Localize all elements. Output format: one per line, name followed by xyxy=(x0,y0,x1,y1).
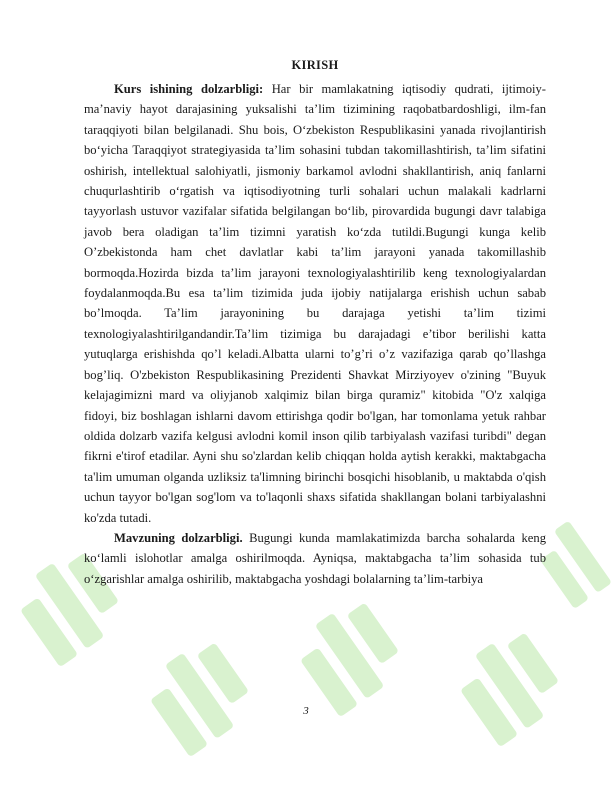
paragraph-lead: Mavzuning dolzarbligi. xyxy=(114,530,243,545)
paragraph-relevance-of-topic xyxy=(84,528,546,589)
paragraph-body: Har bir mamlakatning iqtisodiy qudrati, ijtimoiy-ma’naviy hayot darajasining yuksalishi ta’lim tizimining raqobatbardoshligi, ilm-fan taraqqiyoti bilan belgilanadi. Shu bois, O‘zbekiston Respublikasini yanada rivojlantirish bo‘yicha Taraqqiyot strategiyasida ta’lim sohasini tubdan takomillashtirish, ta’lim sifatini oshirish, intellektual salohiyatli, jismoniy barkamol avlodni shakllantirish, aniq fanlarni chuqurlashtirib o‘rgatish va iqtisodiyotning turli sohalari uchun malakali kadrlarni tayyorlash ustuvor vazifalar sifatida belgilangan bo‘lib, pirovardida bugungi davr talabiga javob bera oladigan ta’lim tizimni yaratish ko‘zda tutildi.Bugungi kunga kelib O’zbekistonda ham chet davlatlar kabi ta’lim jarayoni yanada takomillashib bormoqda.Hozirda bizda ta’lim jarayoni texnologiyalashtirilib keng texnologiyalardan foydalanmoqda.Bu esa ta’lim tizimida juda ijobiy natijalarga erishish uchun sabab bo’lmoqda. Ta’lim jarayonining bu darajaga yetishi ta’lim tizimi texnologiyalashtirilgandandir.Ta’lim tizimiga bu darajadagi e’tibor berilishi katta yutuqlarga erishishda qo’l keladi.Albatta ularni to’g’ri o’z vazifaziga qarab qo’llashga bog’liq. O'zbekiston Respublikasining Prezidenti Shavkat Mirziyoyev o'zining "Buyuk kelajagimizni mard va oliyjanob xalqimiz bilan birga quramiz" kitobida "O'z xalqiga fidoyi, biz boshlagan ishlarni davom ettirishga qodir bo'lgan, har tomonlama yetuk rahbar oldida dolzarb vazifa kelgusi avlodni komil inson qilib tarbiyalash vazifasi turibdi" degan fikrni e'tirof etadilar. Ayni shu so'zlardan kelib chiqqan holda aytish kerakki, maktabgacha ta'lim umuman olganda uzliksiz ta'limning birinchi bosqichi hisoblanib, u maktabda o'qish uchun tayyor bo'lgan sog'lom va to'laqonli shaxs sifatida shakllangan bolani tarbiyalashni ko'zda tutadi. xyxy=(84,82,547,525)
page-title: KIRISH xyxy=(291,58,339,72)
paragraph-body: Bugungi kunda mamlakatimizda barcha sohalarda keng ko‘lamli islohotlar amalga oshirilmoqda. Ayniqsa, maktabgacha ta’lim sohasida tub o‘zgarishlar amalga oshirilib, maktabgacha yoshdagi bolalarning ta’lim-tarbiya xyxy=(84,530,546,586)
page-number: 3 xyxy=(303,705,309,717)
document-page xyxy=(84,58,546,589)
paragraph-lead: Kurs ishining dolzarbligi: xyxy=(114,82,264,96)
paragraph-relevance-of-course-work xyxy=(84,79,546,528)
